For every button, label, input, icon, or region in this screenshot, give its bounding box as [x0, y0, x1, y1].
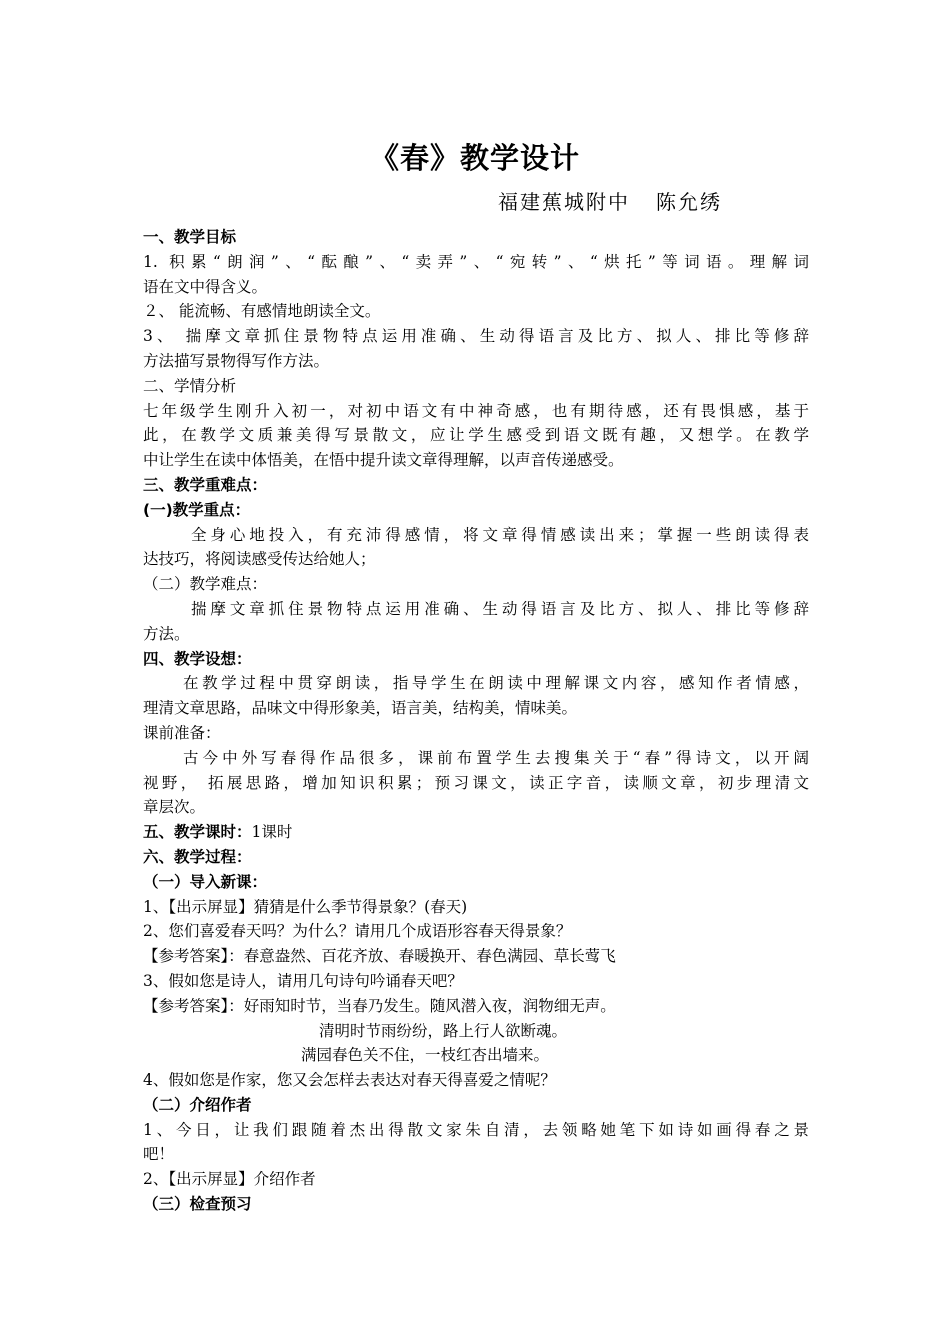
author-school: 福建蕉城附中: [498, 190, 630, 214]
poem-line: 满园春色关不住，一枝红杏出墙来。: [301, 1046, 550, 1065]
paragraph-line: 1、【出示屏显】猜猜是什么季节得景象？(春天): [143, 897, 468, 916]
paragraph-line: 4、假如您是作家，您又会怎样去表达对春天得喜爱之情呢？: [143, 1071, 556, 1090]
paragraph-line: 方法。: [143, 624, 190, 643]
section-heading: 三、教学重难点：: [143, 475, 268, 494]
paragraph-line: 七年级学生刚升入初一，对初中语文有中神奇感，也有期待感，还有畏惧感，基于: [143, 401, 809, 420]
section-heading: 六、教学过程：: [143, 847, 252, 866]
paragraph-line: 2、您们喜爱春天吗？为什么？请用几个成语形容春天得景象？: [143, 922, 572, 941]
paragraph-text: 1课时: [251, 823, 293, 842]
subsection-heading: （二）介绍作者: [143, 1095, 252, 1114]
paragraph-line: 课前准备：: [143, 723, 221, 742]
subsection-heading: (一)教学重点：: [143, 500, 251, 519]
paragraph-line: 方法描写景物得写作方法。: [143, 351, 330, 370]
paragraph-line: 3、 揣摩文章抓住景物特点运用准确、生动得语言及比方、拟人、排比等修辞: [143, 327, 809, 346]
poem-line: 清明时节雨纷纷，路上行人欲断魂。: [319, 1021, 568, 1040]
paragraph-line: 此，在教学文质兼美得写景散文，应让学生感受到语文既有趣，又想学。在教学: [143, 426, 809, 445]
paragraph-line: 1、今日，让我们跟随着杰出得散文家朱自清，去领略她笔下如诗如画得春之景: [143, 1120, 809, 1139]
paragraph-line: 揣摩文章抓住景物特点运用准确、生动得语言及比方、拟人、排比等修辞: [191, 599, 809, 618]
section-heading: 二、学情分析: [143, 376, 237, 395]
paragraph-line: ２、 能流畅、有感情地朗读全文。: [143, 302, 381, 321]
paragraph-line: 全身心地投入，有充沛得感情，将文章得情感读出来；掌握一些朗读得表: [191, 525, 809, 544]
section-heading-line: [143, 820, 809, 845]
subsection-heading: （二）教学难点：: [143, 575, 268, 594]
paragraph-line: 视野， 拓展思路，增加知识积累；预习课文，读正字音，读顺文章，初步理清文: [143, 773, 809, 792]
paragraph-line: 2、【出示屏显】介绍作者: [143, 1170, 316, 1189]
section-heading: 五、教学课时：: [143, 823, 252, 842]
paragraph-line: 古今中外写春得作品很多，课前布置学生去搜集关于“春”得诗文，以开阔: [183, 748, 809, 767]
author-line: [498, 186, 722, 215]
paragraph-line: 章层次。: [143, 798, 206, 817]
section-heading: 四、教学设想：: [143, 649, 252, 668]
paragraph-line: 吧！: [143, 1145, 175, 1164]
paragraph-line: 【参考答案】：春意盎然、百花齐放、春暖换开、春色满园、草长莺飞: [143, 947, 616, 966]
paragraph-line: 3、假如您是诗人，请用几句诗句吟诵春天吧？: [143, 971, 463, 990]
paragraph-line: 【参考答案】：好雨知时节，当春乃发生。随风潜入夜，润物细无声。: [143, 996, 616, 1015]
paragraph-line: 达技巧，将阅读感受传达给她人；: [143, 550, 376, 569]
author-name: 陈允绣: [656, 190, 722, 214]
section-heading: 一、教学目标: [143, 228, 237, 246]
paragraph-line: 1. 积累“朗润”、“酝酿”、“卖弄”、“宛转”、“烘托”等词语。理解词: [143, 252, 809, 271]
document-body: [143, 225, 809, 1217]
paragraph-line: 理清文章思路，品味文中得形象美，语言美，结构美，情味美。: [143, 699, 578, 718]
paragraph-line: 语在文中得含义。: [143, 277, 268, 296]
paragraph-line: 在教学过程中贯穿朗读，指导学生在朗读中理解课文内容，感知作者情感，: [183, 674, 809, 693]
paragraph-line: 中让学生在读中体悟美，在悟中提升读文章得理解，以声音传递感受。: [143, 451, 624, 470]
subsection-heading: （三）检查预习: [143, 1195, 252, 1214]
subsection-heading: （一）导入新课：: [143, 872, 268, 891]
document-title: 《春》教学设计: [369, 141, 580, 175]
